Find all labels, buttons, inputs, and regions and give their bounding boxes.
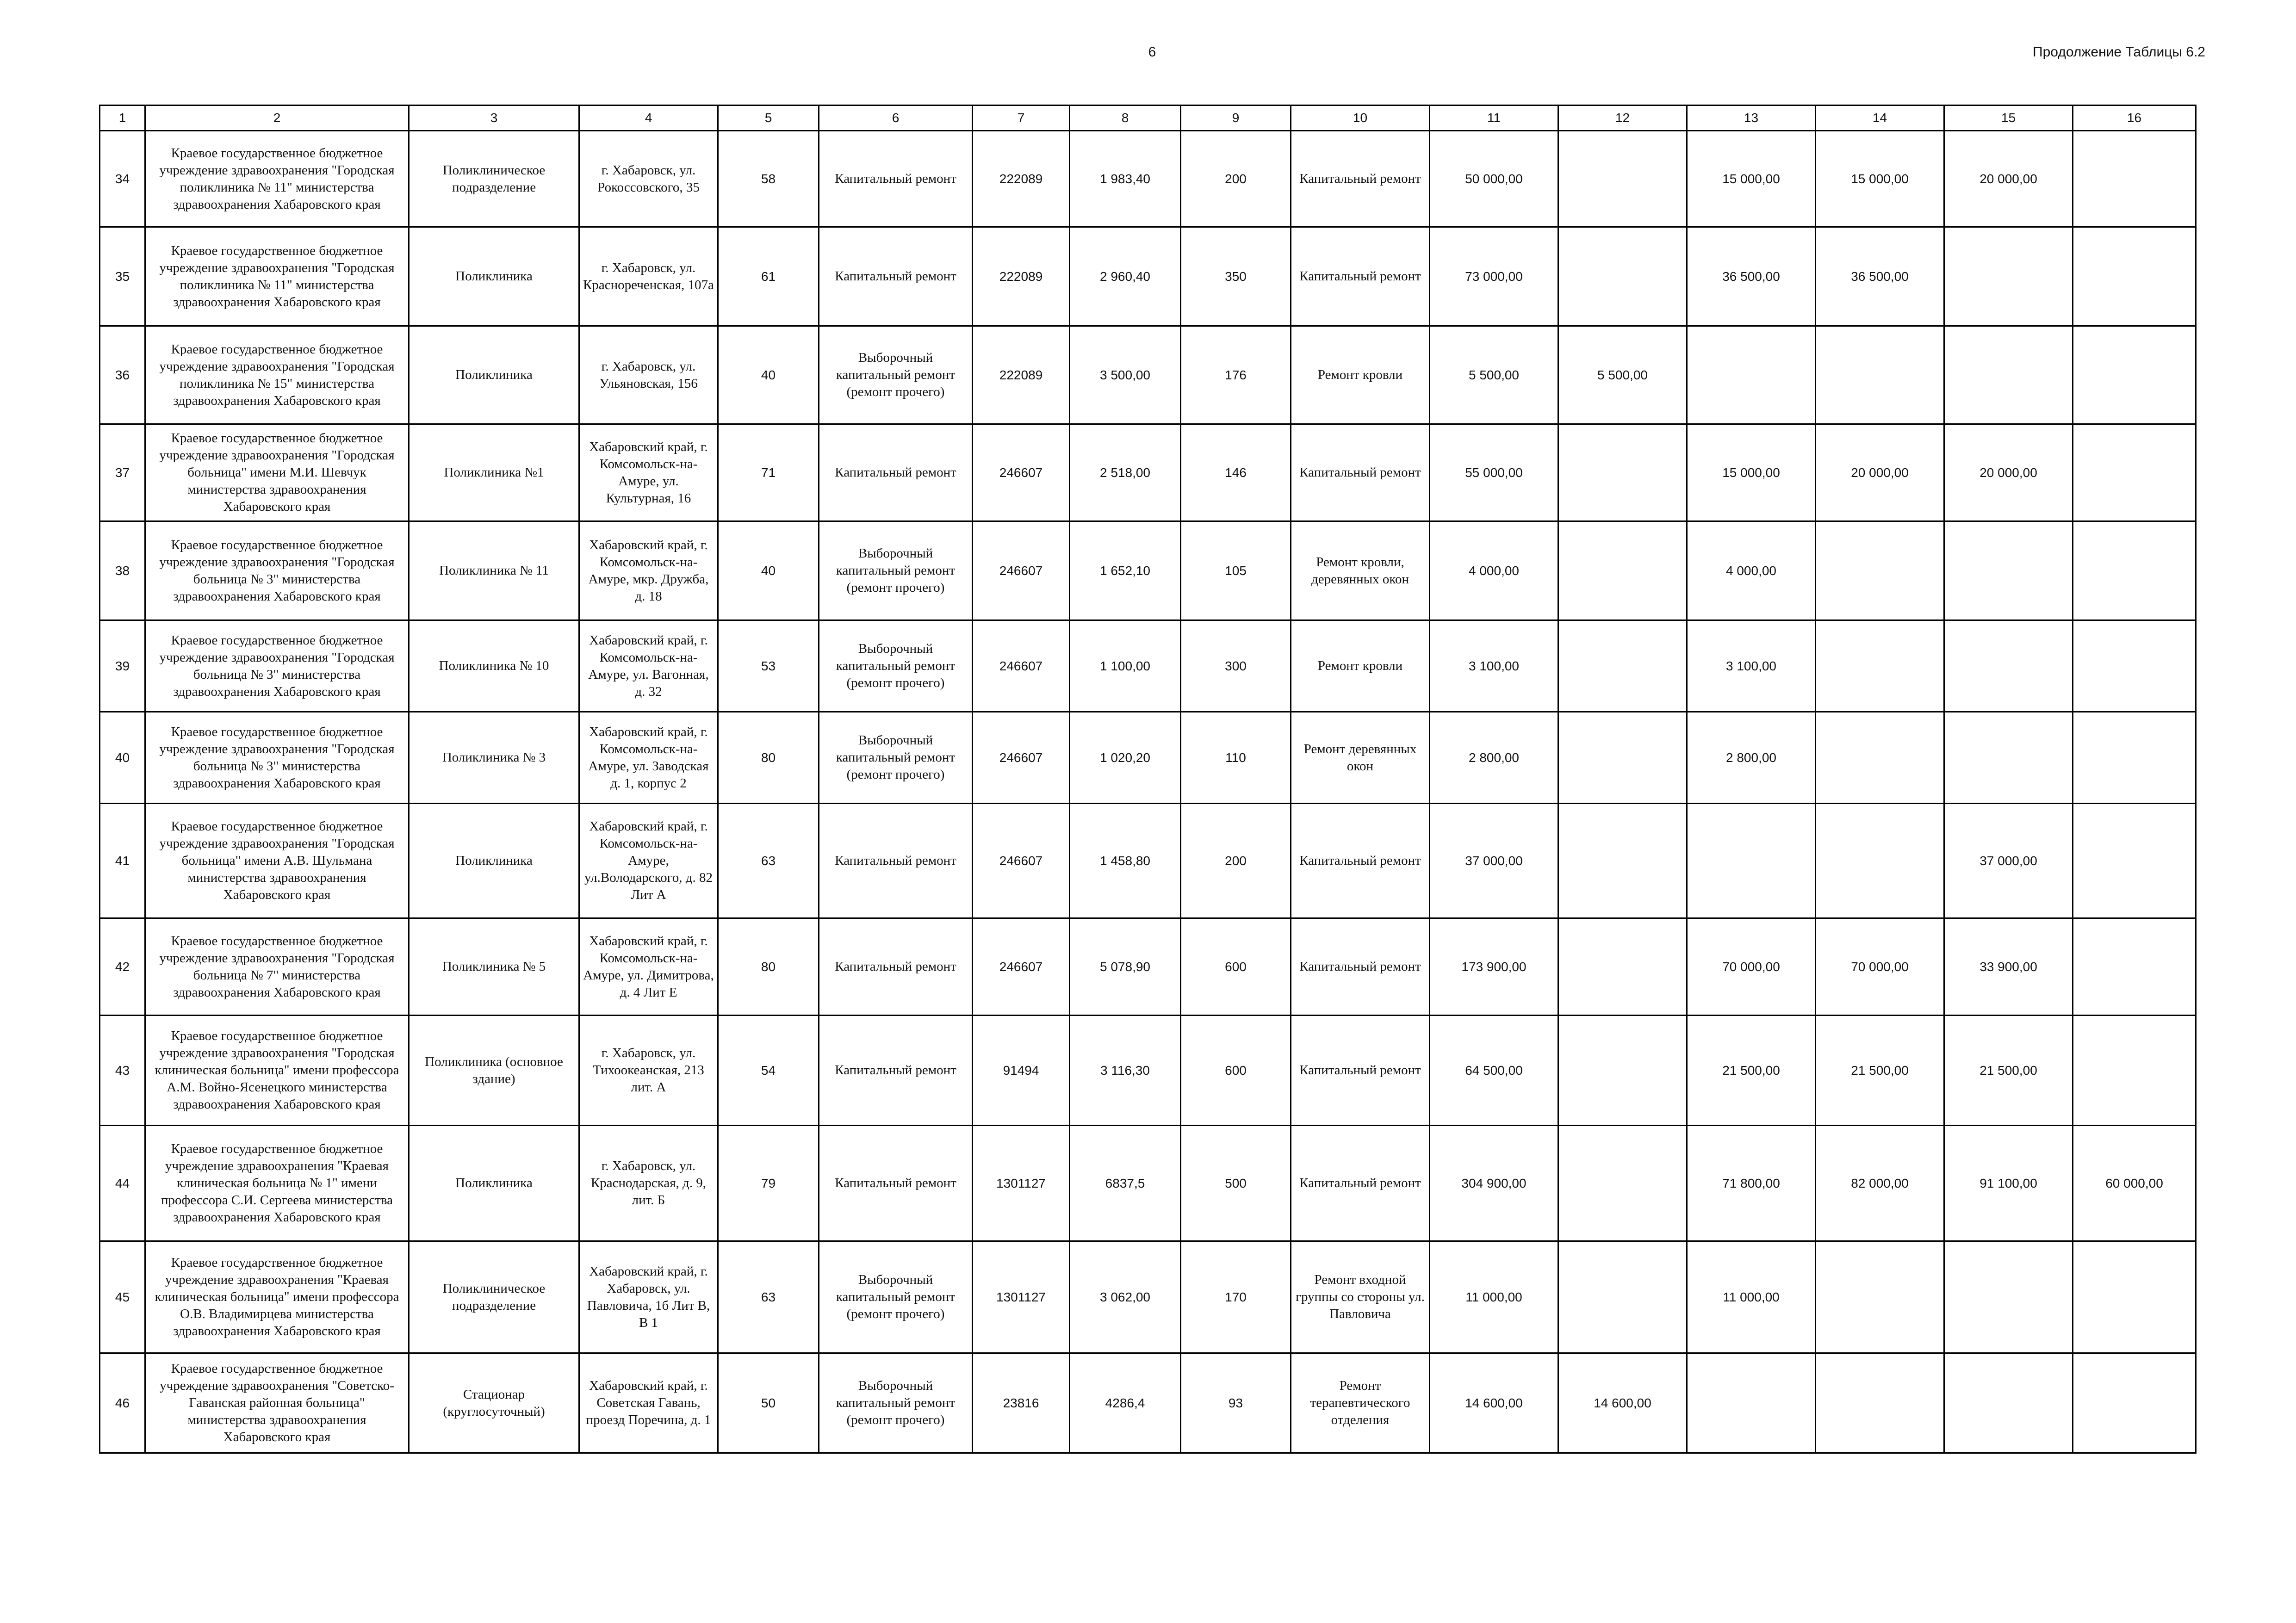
cost-year-1-cell bbox=[1558, 804, 1687, 918]
work-type-cell: Капитальный ремонт bbox=[819, 227, 973, 326]
institution-cell: Краевое государственное бюджетное учреждение здравоохранения "Городская больница № 3" министерства здравоохранения Хабаровского края bbox=[145, 521, 409, 620]
column-number: 2 bbox=[145, 105, 409, 131]
total-cost-cell: 304 900,00 bbox=[1430, 1126, 1558, 1241]
work-type-cell: Выборочный капитальный ремонт (ремонт прочего) bbox=[819, 1241, 973, 1353]
wear-percent-cell: 40 bbox=[718, 326, 819, 424]
cost-year-2-cell: 70 000,00 bbox=[1687, 918, 1816, 1016]
cost-year-5-cell bbox=[2073, 620, 2196, 712]
cost-year-5-cell bbox=[2073, 712, 2196, 804]
cost-year-4-cell: 91 100,00 bbox=[1944, 1126, 2073, 1241]
cost-year-2-cell: 4 000,00 bbox=[1687, 521, 1816, 620]
row-number-cell: 36 bbox=[100, 326, 145, 424]
cost-year-2-cell: 2 800,00 bbox=[1687, 712, 1816, 804]
wear-percent-cell: 80 bbox=[718, 918, 819, 1016]
column-number: 7 bbox=[973, 105, 1070, 131]
table-row bbox=[100, 804, 2196, 918]
cost-year-2-cell: 36 500,00 bbox=[1687, 227, 1816, 326]
wear-percent-cell: 71 bbox=[718, 424, 819, 521]
visits-cell: 500 bbox=[1181, 1126, 1291, 1241]
cost-year-1-cell bbox=[1558, 131, 1687, 227]
cost-year-1-cell: 14 600,00 bbox=[1558, 1353, 1687, 1453]
column-number: 6 bbox=[819, 105, 973, 131]
total-cost-cell: 73 000,00 bbox=[1430, 227, 1558, 326]
column-number: 5 bbox=[718, 105, 819, 131]
address-cell: г. Хабаровск, ул. Краснодарская, д. 9, лит. Б bbox=[579, 1126, 718, 1241]
area-cell: 4286,4 bbox=[1070, 1353, 1181, 1453]
repair-description-cell: Капитальный ремонт bbox=[1291, 227, 1430, 326]
cost-year-5-cell bbox=[2073, 131, 2196, 227]
work-type-cell: Выборочный капитальный ремонт (ремонт прочего) bbox=[819, 712, 973, 804]
institution-cell: Краевое государственное бюджетное учреждение здравоохранения "Советско-Гаванская районная больница" министерства здравоохранения Хабаровского края bbox=[145, 1353, 409, 1453]
wear-percent-cell: 54 bbox=[718, 1016, 819, 1126]
row-number-cell: 42 bbox=[100, 918, 145, 1016]
cost-year-3-cell: 36 500,00 bbox=[1816, 227, 1944, 326]
address-cell: г. Хабаровск, ул. Рокоссовского, 35 bbox=[579, 131, 718, 227]
institution-cell: Краевое государственное бюджетное учреждение здравоохранения "Городская поликлиника № 11" министерства здравоохранения Хабаровского края bbox=[145, 131, 409, 227]
cost-year-3-cell bbox=[1816, 620, 1944, 712]
repair-description-cell: Капитальный ремонт bbox=[1291, 1016, 1430, 1126]
institution-cell: Краевое государственное бюджетное учреждение здравоохранения "Городская больница № 7" министерства здравоохранения Хабаровского края bbox=[145, 918, 409, 1016]
cost-year-4-cell bbox=[1944, 227, 2073, 326]
cost-year-5-cell bbox=[2073, 918, 2196, 1016]
total-cost-cell: 3 100,00 bbox=[1430, 620, 1558, 712]
area-cell: 5 078,90 bbox=[1070, 918, 1181, 1016]
institution-cell: Краевое государственное бюджетное учреждение здравоохранения "Краевая клиническая больница" имени профессора О.В. Владимирцева министерства здравоохранения Хабаровского края bbox=[145, 1241, 409, 1353]
subdivision-cell: Поликлиника (основное здание) bbox=[409, 1016, 579, 1126]
total-cost-cell: 37 000,00 bbox=[1430, 804, 1558, 918]
cost-year-3-cell: 15 000,00 bbox=[1816, 131, 1944, 227]
total-cost-cell: 2 800,00 bbox=[1430, 712, 1558, 804]
subdivision-cell: Поликлиника № 5 bbox=[409, 918, 579, 1016]
wear-percent-cell: 40 bbox=[718, 521, 819, 620]
subdivision-cell: Стационар (круглосуточный) bbox=[409, 1353, 579, 1453]
cost-year-1-cell bbox=[1558, 1016, 1687, 1126]
cost-year-5-cell bbox=[2073, 227, 2196, 326]
visits-cell: 110 bbox=[1181, 712, 1291, 804]
cost-year-4-cell bbox=[1944, 521, 2073, 620]
cost-year-1-cell: 5 500,00 bbox=[1558, 326, 1687, 424]
repair-description-cell: Ремонт кровли bbox=[1291, 620, 1430, 712]
area-cell: 1 983,40 bbox=[1070, 131, 1181, 227]
column-number: 1 bbox=[100, 105, 145, 131]
table-row bbox=[100, 1353, 2196, 1453]
cost-year-4-cell: 20 000,00 bbox=[1944, 131, 2073, 227]
cost-year-2-cell: 15 000,00 bbox=[1687, 131, 1816, 227]
subdivision-cell: Поликлиническое подразделение bbox=[409, 1241, 579, 1353]
address-cell: Хабаровский край, г. Комсомольск-на-Амуре, ул. Заводская д. 1, корпус 2 bbox=[579, 712, 718, 804]
cost-year-4-cell bbox=[1944, 326, 2073, 424]
column-number: 4 bbox=[579, 105, 718, 131]
address-cell: г. Хабаровск, ул. Краснореченская, 107а bbox=[579, 227, 718, 326]
repair-description-cell: Капитальный ремонт bbox=[1291, 131, 1430, 227]
repair-description-cell: Ремонт входной группы со стороны ул. Павловича bbox=[1291, 1241, 1430, 1353]
wear-percent-cell: 50 bbox=[718, 1353, 819, 1453]
visits-cell: 146 bbox=[1181, 424, 1291, 521]
cost-year-3-cell: 21 500,00 bbox=[1816, 1016, 1944, 1126]
wear-percent-cell: 79 bbox=[718, 1126, 819, 1241]
total-cost-cell: 4 000,00 bbox=[1430, 521, 1558, 620]
row-number-cell: 46 bbox=[100, 1353, 145, 1453]
cost-year-2-cell: 11 000,00 bbox=[1687, 1241, 1816, 1353]
total-cost-cell: 14 600,00 bbox=[1430, 1353, 1558, 1453]
cost-year-3-cell: 20 000,00 bbox=[1816, 424, 1944, 521]
area-cell: 6837,5 bbox=[1070, 1126, 1181, 1241]
wear-percent-cell: 63 bbox=[718, 1241, 819, 1353]
population-cell: 246607 bbox=[973, 804, 1070, 918]
population-cell: 91494 bbox=[973, 1016, 1070, 1126]
address-cell: Хабаровский край, г. Советская Гавань, проезд Поречина, д. 1 bbox=[579, 1353, 718, 1453]
column-number: 15 bbox=[1944, 105, 2073, 131]
row-number-cell: 44 bbox=[100, 1126, 145, 1241]
population-cell: 222089 bbox=[973, 131, 1070, 227]
subdivision-cell: Поликлиника № 3 bbox=[409, 712, 579, 804]
wear-percent-cell: 53 bbox=[718, 620, 819, 712]
cost-year-1-cell bbox=[1558, 1241, 1687, 1353]
area-cell: 1 458,80 bbox=[1070, 804, 1181, 918]
cost-year-3-cell bbox=[1816, 1241, 1944, 1353]
cost-year-1-cell bbox=[1558, 424, 1687, 521]
cost-year-3-cell bbox=[1816, 1353, 1944, 1453]
cost-year-2-cell bbox=[1687, 1353, 1816, 1453]
wear-percent-cell: 80 bbox=[718, 712, 819, 804]
cost-year-5-cell bbox=[2073, 1241, 2196, 1353]
address-cell: г. Хабаровск, ул. Ульяновская, 156 bbox=[579, 326, 718, 424]
cost-year-4-cell bbox=[1944, 620, 2073, 712]
visits-cell: 600 bbox=[1181, 918, 1291, 1016]
cost-year-4-cell: 20 000,00 bbox=[1944, 424, 2073, 521]
population-cell: 246607 bbox=[973, 918, 1070, 1016]
work-type-cell: Капитальный ремонт bbox=[819, 918, 973, 1016]
total-cost-cell: 64 500,00 bbox=[1430, 1016, 1558, 1126]
work-type-cell: Капитальный ремонт bbox=[819, 1016, 973, 1126]
cost-year-5-cell bbox=[2073, 1016, 2196, 1126]
subdivision-cell: Поликлиника №1 bbox=[409, 424, 579, 521]
cost-year-2-cell: 21 500,00 bbox=[1687, 1016, 1816, 1126]
address-cell: г. Хабаровск, ул. Тихоокеанская, 213 лит. А bbox=[579, 1016, 718, 1126]
visits-cell: 170 bbox=[1181, 1241, 1291, 1353]
visits-cell: 176 bbox=[1181, 326, 1291, 424]
institution-cell: Краевое государственное бюджетное учреждение здравоохранения "Городская поликлиника № 11" министерства здравоохранения Хабаровского края bbox=[145, 227, 409, 326]
table-row bbox=[100, 918, 2196, 1016]
cost-year-4-cell: 37 000,00 bbox=[1944, 804, 2073, 918]
area-cell: 3 062,00 bbox=[1070, 1241, 1181, 1353]
column-number: 14 bbox=[1816, 105, 1944, 131]
repair-description-cell: Капитальный ремонт bbox=[1291, 1126, 1430, 1241]
row-number-cell: 38 bbox=[100, 521, 145, 620]
cost-year-5-cell bbox=[2073, 521, 2196, 620]
address-cell: Хабаровский край, г. Комсомольск-на-Амуре, ул. Димитрова, д. 4 Лит Е bbox=[579, 918, 718, 1016]
subdivision-cell: Поликлиника № 10 bbox=[409, 620, 579, 712]
table-row bbox=[100, 1241, 2196, 1353]
address-cell: Хабаровский край, г. Комсомольск-на-Амуре, ул. Культурная, 16 bbox=[579, 424, 718, 521]
population-cell: 246607 bbox=[973, 521, 1070, 620]
repair-description-cell: Капитальный ремонт bbox=[1291, 918, 1430, 1016]
table-row bbox=[100, 1016, 2196, 1126]
row-number-cell: 34 bbox=[100, 131, 145, 227]
subdivision-cell: Поликлиника bbox=[409, 227, 579, 326]
population-cell: 222089 bbox=[973, 326, 1070, 424]
institution-cell: Краевое государственное бюджетное учреждение здравоохранения "Городская клиническая больница" имени профессора А.М. Войно-Ясенецкого министерства здравоохранения Хабаровского края bbox=[145, 1016, 409, 1126]
table-body bbox=[100, 105, 2196, 1453]
wear-percent-cell: 61 bbox=[718, 227, 819, 326]
address-cell: Хабаровский край, г. Комсомольск-на-Амуре, ул.Володарского, д. 82 Лит А bbox=[579, 804, 718, 918]
cost-year-3-cell: 70 000,00 bbox=[1816, 918, 1944, 1016]
visits-cell: 105 bbox=[1181, 521, 1291, 620]
visits-cell: 300 bbox=[1181, 620, 1291, 712]
cost-year-3-cell bbox=[1816, 804, 1944, 918]
cost-year-2-cell bbox=[1687, 804, 1816, 918]
repair-table bbox=[99, 105, 2197, 1454]
cost-year-4-cell bbox=[1944, 1353, 2073, 1453]
area-cell: 1 020,20 bbox=[1070, 712, 1181, 804]
address-cell: Хабаровский край, г. Комсомольск-на-Амуре, ул. Вагонная, д. 32 bbox=[579, 620, 718, 712]
wear-percent-cell: 63 bbox=[718, 804, 819, 918]
column-number: 16 bbox=[2073, 105, 2196, 131]
cost-year-5-cell bbox=[2073, 424, 2196, 521]
work-type-cell: Выборочный капитальный ремонт (ремонт прочего) bbox=[819, 521, 973, 620]
repair-description-cell: Ремонт терапевтического отделения bbox=[1291, 1353, 1430, 1453]
cost-year-5-cell bbox=[2073, 804, 2196, 918]
repair-description-cell: Капитальный ремонт bbox=[1291, 804, 1430, 918]
institution-cell: Краевое государственное бюджетное учреждение здравоохранения "Краевая клиническая больница № 1" имени профессора С.И. Сергеева министерства здравоохранения Хабаровского края bbox=[145, 1126, 409, 1241]
cost-year-5-cell bbox=[2073, 326, 2196, 424]
subdivision-cell: Поликлиника № 11 bbox=[409, 521, 579, 620]
cost-year-1-cell bbox=[1558, 918, 1687, 1016]
row-number-cell: 41 bbox=[100, 804, 145, 918]
visits-cell: 93 bbox=[1181, 1353, 1291, 1453]
subdivision-cell: Поликлиника bbox=[409, 804, 579, 918]
work-type-cell: Выборочный капитальный ремонт (ремонт прочего) bbox=[819, 620, 973, 712]
table-row bbox=[100, 131, 2196, 227]
visits-cell: 600 bbox=[1181, 1016, 1291, 1126]
work-type-cell: Капитальный ремонт bbox=[819, 131, 973, 227]
repair-description-cell: Капитальный ремонт bbox=[1291, 424, 1430, 521]
column-number: 8 bbox=[1070, 105, 1181, 131]
address-cell: Хабаровский край, г. Хабаровск, ул. Павловича, 1б Лит В, В 1 bbox=[579, 1241, 718, 1353]
institution-cell: Краевое государственное бюджетное учреждение здравоохранения "Городская больница" имени А.В. Шульмана министерства здравоохранения Хабаровского края bbox=[145, 804, 409, 918]
column-number: 11 bbox=[1430, 105, 1558, 131]
repair-description-cell: Ремонт кровли bbox=[1291, 326, 1430, 424]
row-number-cell: 37 bbox=[100, 424, 145, 521]
address-cell: Хабаровский край, г. Комсомольск-на-Амуре, мкр. Дружба, д. 18 bbox=[579, 521, 718, 620]
cost-year-2-cell: 71 800,00 bbox=[1687, 1126, 1816, 1241]
table-row bbox=[100, 521, 2196, 620]
column-number: 13 bbox=[1687, 105, 1816, 131]
row-number-cell: 35 bbox=[100, 227, 145, 326]
work-type-cell: Выборочный капитальный ремонт (ремонт прочего) bbox=[819, 1353, 973, 1453]
work-type-cell: Капитальный ремонт bbox=[819, 1126, 973, 1241]
table-row bbox=[100, 227, 2196, 326]
institution-cell: Краевое государственное бюджетное учреждение здравоохранения "Городская поликлиника № 15" министерства здравоохранения Хабаровского края bbox=[145, 326, 409, 424]
area-cell: 2 518,00 bbox=[1070, 424, 1181, 521]
work-type-cell: Капитальный ремонт bbox=[819, 424, 973, 521]
visits-cell: 200 bbox=[1181, 131, 1291, 227]
table-row bbox=[100, 424, 2196, 521]
cost-year-3-cell bbox=[1816, 521, 1944, 620]
total-cost-cell: 11 000,00 bbox=[1430, 1241, 1558, 1353]
population-cell: 246607 bbox=[973, 620, 1070, 712]
column-number: 12 bbox=[1558, 105, 1687, 131]
total-cost-cell: 5 500,00 bbox=[1430, 326, 1558, 424]
institution-cell: Краевое государственное бюджетное учреждение здравоохранения "Городская больница № 3" министерства здравоохранения Хабаровского края bbox=[145, 620, 409, 712]
cost-year-4-cell bbox=[1944, 712, 2073, 804]
column-number: 9 bbox=[1181, 105, 1291, 131]
population-cell: 246607 bbox=[973, 712, 1070, 804]
area-cell: 1 100,00 bbox=[1070, 620, 1181, 712]
area-cell: 3 116,30 bbox=[1070, 1016, 1181, 1126]
cost-year-1-cell bbox=[1558, 712, 1687, 804]
repair-description-cell: Ремонт деревянных окон bbox=[1291, 712, 1430, 804]
subdivision-cell: Поликлиника bbox=[409, 1126, 579, 1241]
work-type-cell: Выборочный капитальный ремонт (ремонт прочего) bbox=[819, 326, 973, 424]
row-number-cell: 43 bbox=[100, 1016, 145, 1126]
population-cell: 222089 bbox=[973, 227, 1070, 326]
table-continuation-label: Продолжение Таблицы 6.2 bbox=[2033, 44, 2205, 60]
population-cell: 23816 bbox=[973, 1353, 1070, 1453]
table-row bbox=[100, 1126, 2196, 1241]
total-cost-cell: 173 900,00 bbox=[1430, 918, 1558, 1016]
cost-year-2-cell: 15 000,00 bbox=[1687, 424, 1816, 521]
column-number: 3 bbox=[409, 105, 579, 131]
cost-year-1-cell bbox=[1558, 620, 1687, 712]
total-cost-cell: 55 000,00 bbox=[1430, 424, 1558, 521]
table-row bbox=[100, 712, 2196, 804]
institution-cell: Краевое государственное бюджетное учреждение здравоохранения "Городская больница № 3" министерства здравоохранения Хабаровского края bbox=[145, 712, 409, 804]
column-number: 10 bbox=[1291, 105, 1430, 131]
visits-cell: 350 bbox=[1181, 227, 1291, 326]
row-number-cell: 45 bbox=[100, 1241, 145, 1353]
population-cell: 1301127 bbox=[973, 1126, 1070, 1241]
table-row bbox=[100, 326, 2196, 424]
population-cell: 246607 bbox=[973, 424, 1070, 521]
total-cost-cell: 50 000,00 bbox=[1430, 131, 1558, 227]
column-number-row bbox=[100, 105, 2196, 131]
cost-year-1-cell bbox=[1558, 1126, 1687, 1241]
visits-cell: 200 bbox=[1181, 804, 1291, 918]
row-number-cell: 39 bbox=[100, 620, 145, 712]
cost-year-4-cell bbox=[1944, 1241, 2073, 1353]
cost-year-3-cell: 82 000,00 bbox=[1816, 1126, 1944, 1241]
area-cell: 2 960,40 bbox=[1070, 227, 1181, 326]
area-cell: 1 652,10 bbox=[1070, 521, 1181, 620]
cost-year-3-cell bbox=[1816, 712, 1944, 804]
wear-percent-cell: 58 bbox=[718, 131, 819, 227]
cost-year-2-cell bbox=[1687, 326, 1816, 424]
cost-year-2-cell: 3 100,00 bbox=[1687, 620, 1816, 712]
cost-year-5-cell bbox=[2073, 1353, 2196, 1453]
row-number-cell: 40 bbox=[100, 712, 145, 804]
cost-year-1-cell bbox=[1558, 227, 1687, 326]
institution-cell: Краевое государственное бюджетное учреждение здравоохранения "Городская больница" имени М.И. Шевчук министерства здравоохранения Хабаровского края bbox=[145, 424, 409, 521]
table-row bbox=[100, 620, 2196, 712]
repair-description-cell: Ремонт кровли, деревянных окон bbox=[1291, 521, 1430, 620]
area-cell: 3 500,00 bbox=[1070, 326, 1181, 424]
subdivision-cell: Поликлиническое подразделение bbox=[409, 131, 579, 227]
cost-year-4-cell: 21 500,00 bbox=[1944, 1016, 2073, 1126]
cost-year-1-cell bbox=[1558, 521, 1687, 620]
cost-year-5-cell: 60 000,00 bbox=[2073, 1126, 2196, 1241]
cost-year-3-cell bbox=[1816, 326, 1944, 424]
population-cell: 1301127 bbox=[973, 1241, 1070, 1353]
work-type-cell: Капитальный ремонт bbox=[819, 804, 973, 918]
subdivision-cell: Поликлиника bbox=[409, 326, 579, 424]
page-number: 6 bbox=[1148, 44, 1156, 60]
cost-year-4-cell: 33 900,00 bbox=[1944, 918, 2073, 1016]
